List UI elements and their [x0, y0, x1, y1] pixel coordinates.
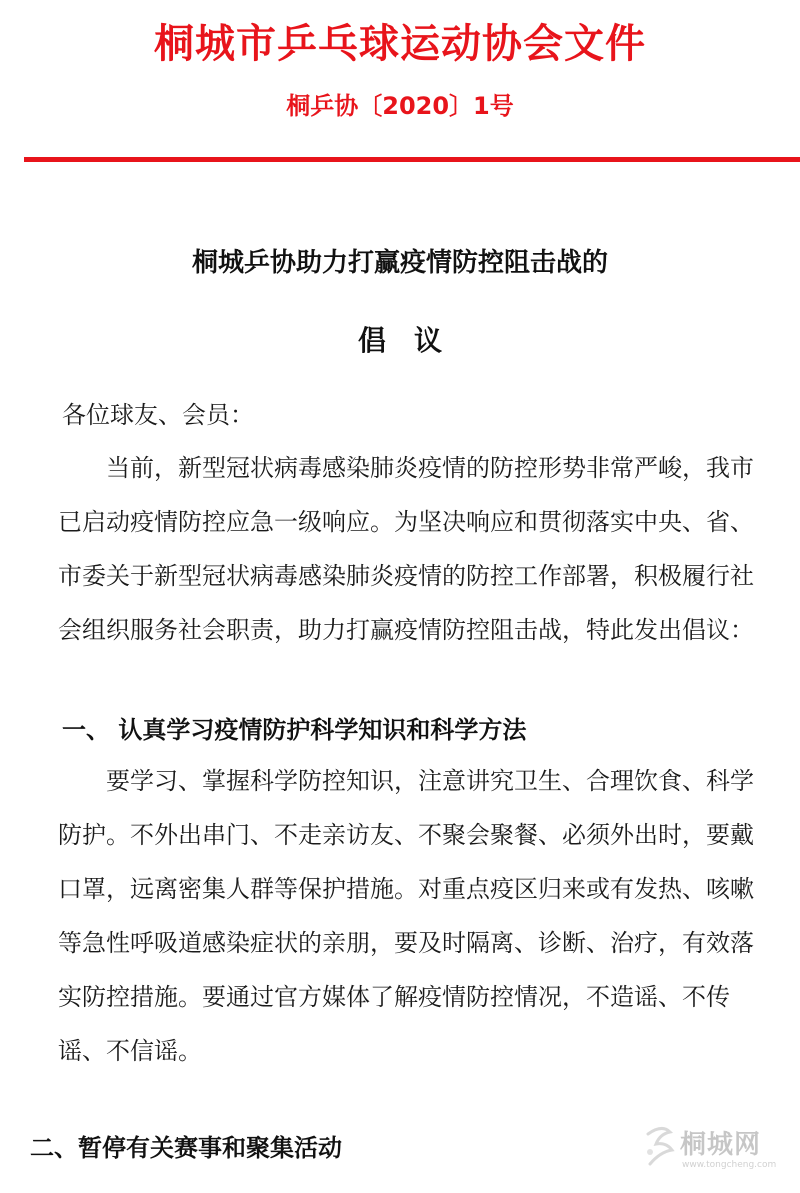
watermark-text: 桐城网: [680, 1130, 762, 1160]
header-divider: [24, 157, 800, 162]
watermark: [640, 1122, 790, 1182]
section-body-1: 要学习、掌握科学防控知识，注意讲究卫生、合理饮食、科学防护。不外出串门、不走亲访友、不聚会聚餐、必须外出时，要戴口罩，远离密集人群等保护措施。对重点疫区归来或有发热、咳嗽等急性呼吸道感染症状的亲朋，要及时隔离、诊断、治疗，有效落实防控措施。要通过官方媒体了解疫情防控情况，不造谣、不传谣、不信谣。: [58, 767, 754, 1065]
document-subtitle: 倡议: [357, 324, 470, 357]
salutation: 各位球友、会员：: [62, 401, 254, 429]
document-number: 桐乒协〔2020〕1号: [286, 92, 514, 120]
section-heading-2: 二、暂停有关赛事和聚集活动: [30, 1134, 342, 1162]
document-title: 桐城乒协助力打赢疫情防控阻击战的: [191, 248, 608, 278]
intro-paragraph: 当前，新型冠状病毒感染肺炎疫情的防控形势非常严峻，我市已启动疫情防控应急一级响应。为坚决响应和贯彻落实中央、省、市委关于新型冠状病毒感染肺炎疫情的防控工作部署，积极履行社会组织服务社会职责，助力打赢疫情防控阻击战，特此发出倡议：: [58, 454, 754, 644]
section-heading-1: 一、 认真学习疫情防护科学知识和科学方法: [62, 716, 527, 744]
watermark-url: www.tongcheng.com: [682, 1160, 777, 1170]
header-title: 桐城市乒乓球运动协会文件: [154, 21, 646, 67]
watermark-logo-icon: [640, 1122, 680, 1172]
